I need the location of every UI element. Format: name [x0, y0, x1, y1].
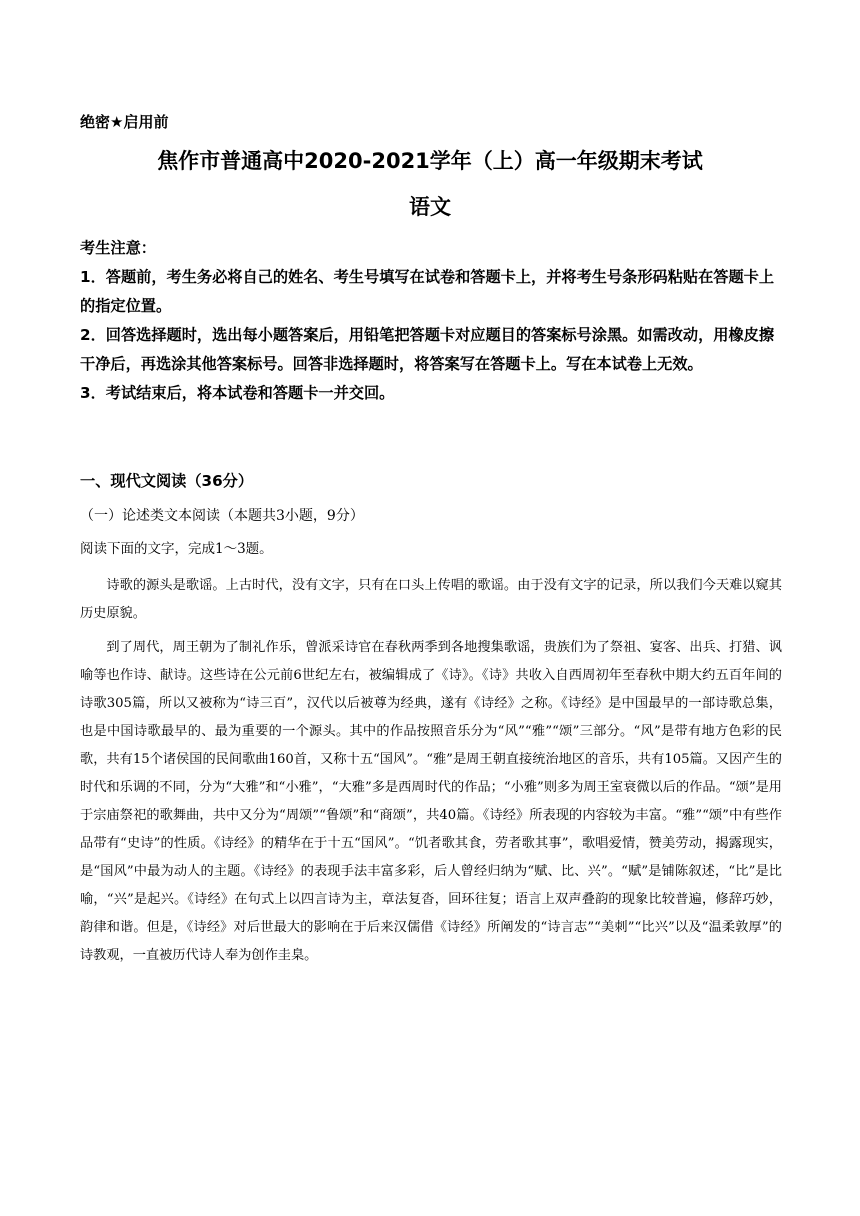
candidate-notice	[80, 234, 780, 408]
subject-title: 语文	[409, 195, 451, 219]
notice-item: 2．回答选择题时，选出每小题答案后，用铅笔把答题卡对应题目的答案标号涂黑。如需改动，用橡皮擦干净后，再选涂其他答案标号。回答非选择题时，将答案写在答题卡上。写在本试卷上无效。	[80, 326, 775, 373]
exam-title: 焦作市普通高中2020-2021学年（上）高一年级期末考试	[157, 149, 703, 173]
subsection-heading: （一）论述类文本阅读（本题共3小题，9分）	[80, 508, 364, 524]
reading-instruction: 阅读下面的文字，完成1～3题。	[80, 541, 273, 557]
passage-paragraph: 诗歌的源头是歌谣。上古时代，没有文字，只有在口头上传唱的歌谣。由于没有文字的记录，所以我们今天难以窥其历史原貌。	[80, 578, 782, 621]
notice-item: 1．答题前，考生务必将自己的姓名、考生号填写在试卷和答题卡上，并将考生号条形码粘贴在答题卡上的指定位置。	[80, 268, 775, 315]
secret-label: 绝密★启用前	[80, 113, 169, 131]
notice-item: 3．考试结束后，将本试卷和答题卡一并交回。	[80, 384, 395, 402]
passage-paragraph: 到了周代，周王朝为了制礼作乐，曾派采诗官在春秋两季到各地搜集歌谣，贵族们为了祭祖、宴客、出兵、打猎、讽喻等也作诗、献诗。这些诗在公元前6世纪左右，被编辑成了《诗》。《诗》共收入自西周初年至春秋中期大约五百年间的诗歌305篇，所以又被称为“诗三百”，汉代以后被尊为经典，遂有《诗经》之称。《诗经》是中国最早的一部诗歌总集，也是中国诗歌最早的、最为重要的一个源头。其中的作品按照音乐分为“风”“雅”“颂”三部分。“风”是带有地方色彩的民歌，共有15个诸侯国的民间歌曲160首，又称十五“国风”。“雅”是周王朝直接统治地区的音乐，共有105篇。又因产生的时代和乐调的不同，分为“大雅”和“小雅”，“大雅”多是西周时代的作品；“小雅”则多为周王室衰微以后的作品。“颂”是用于宗庙祭祀的歌舞曲，共中又分为“周颂”“鲁颂”和“商颂”，共40篇。《诗经》所表现的内容较为丰富。“雅”“颂”中有些作品带有“史诗”的性质。《诗经》的精华在于十五“国风”。“饥者歌其食，劳者歌其事”，歌唱爱情，赞美劳动，揭露现实，是“国风”中最为动人的主题。《诗经》的表现手法丰富多彩，后人曾经归纳为“赋、比、兴”。“赋”是铺陈叙述，“比”是比喻，“兴”是起兴。《诗经》在句式上以四言诗为主，章法复沓，回环往复；语言上双声叠韵的现象比较普遍，修辞巧妙，韵律和谐。但是，《诗经》对后世最大的影响在于后来汉儒借《诗经》所阐发的“诗言志”“美刺”“比兴”以及“温柔敦厚”的诗教观，一直被历代诗人奉为创作圭臬。	[80, 640, 782, 963]
reading-passage	[80, 572, 782, 976]
notice-heading: 考生注意：	[80, 239, 156, 257]
section-heading: 一、现代文阅读（36分）	[80, 472, 254, 490]
